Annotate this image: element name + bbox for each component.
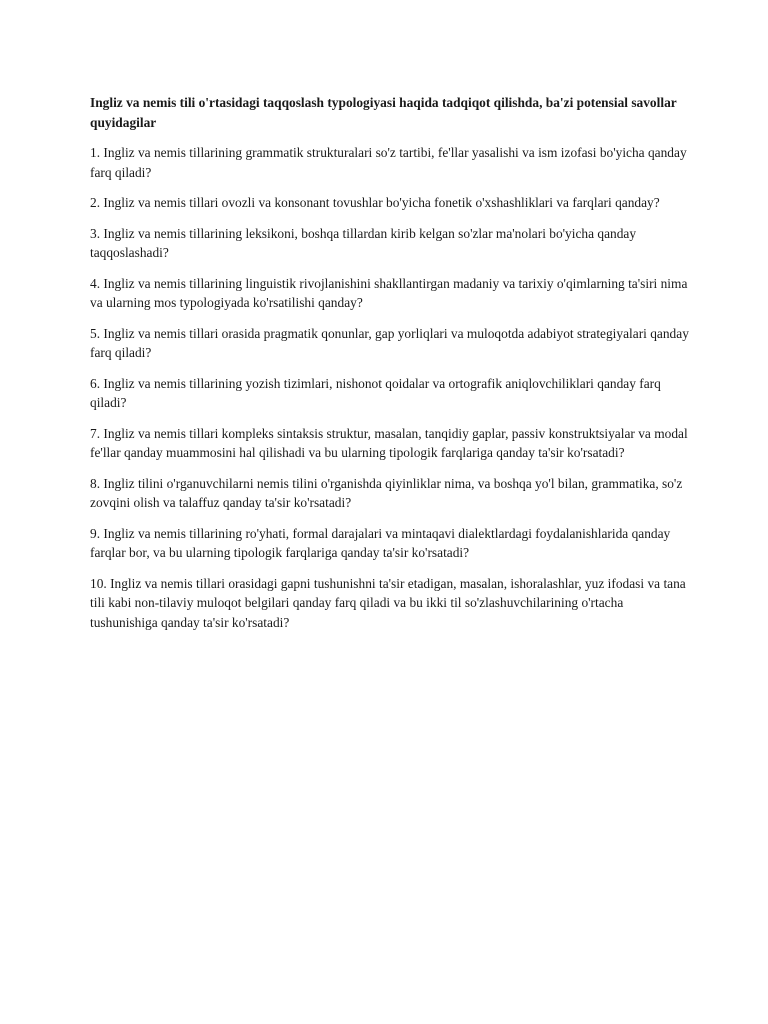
question-8: 8. Ingliz tilini o'rganuvchilarni nemis tilini o'rganishda qiyinliklar nima, va boshqa yo'l bilan, grammatika, so'z zovqini olish va talaffuz qanday ta'sir ko'rsatadi? <box>90 475 683 510</box>
question-6: 6. Ingliz va nemis tillarining yozish tizimlari, nishonot qoidalar va ortografik aniqlovchiliklari qanday farq qiladi? <box>90 375 661 410</box>
question-7: 7. Ingliz va nemis tillari kompleks sintaksis struktur, masalan, tanqidiy gaplar, passiv konstruktsiyalar va modal fe'llar qanday muammosini hal qilishadi va bu ularning tipologik farqlariga qanday ta'sir ko'rsatadi? <box>90 425 688 460</box>
question-5: 5. Ingliz va nemis tillari orasida pragmatik qonunlar, gap yorliqlari va muloqotda adabiyot strategiyalari qanday farq qiladi? <box>90 325 689 360</box>
question-10: 10. Ingliz va nemis tillari orasidagi gapni tushunishni ta'sir etadigan, masalan, ishoralashlar, yuz ifodasi va tana tili kabi non-tilaviy muloqot belgilari qanday farq qiladi va bu ikki til so'zlashuvchilarining o'rtacha tushunishiga qanday ta'sir ko'rsatadi? <box>90 575 686 630</box>
question-4: 4. Ingliz va nemis tillarining linguistik rivojlanishini shakllantirgan madaniy va tarixiy o'qimlarning ta'siri nima va ularning mos typologiyada ko'rsatilishi qanday? <box>90 275 688 310</box>
question-2: 2. Ingliz va nemis tillari ovozli va konsonant tovushlar bo'yicha fonetik o'xshashliklari va farqlari qanday? <box>90 195 660 210</box>
question-1: 1. Ingliz va nemis tillarining grammatik strukturalari so'z tartibi, fe'llar yasalishi va ism izofasi bo'yicha qanday farq qiladi? <box>90 145 687 180</box>
document-heading: Ingliz va nemis tili o'rtasidagi taqqoslash typologiyasi haqida tadqiqot qilishda, ba'zi potensial savollar quyidagilar <box>90 95 677 130</box>
question-9: 9. Ingliz va nemis tillarining ro'yhati, formal darajalari va mintaqavi dialektlardagi foydalanishlarida qanday farqlar bor, va bu ularning tipologik farqlariga qanday ta'sir ko'rsatadi? <box>90 525 671 560</box>
document-body <box>90 93 690 643</box>
question-3: 3. Ingliz va nemis tillarining leksikoni, boshqa tillardan kirib kelgan so'zlar ma'nolari bo'yicha qanday taqqoslashadi? <box>90 225 637 260</box>
